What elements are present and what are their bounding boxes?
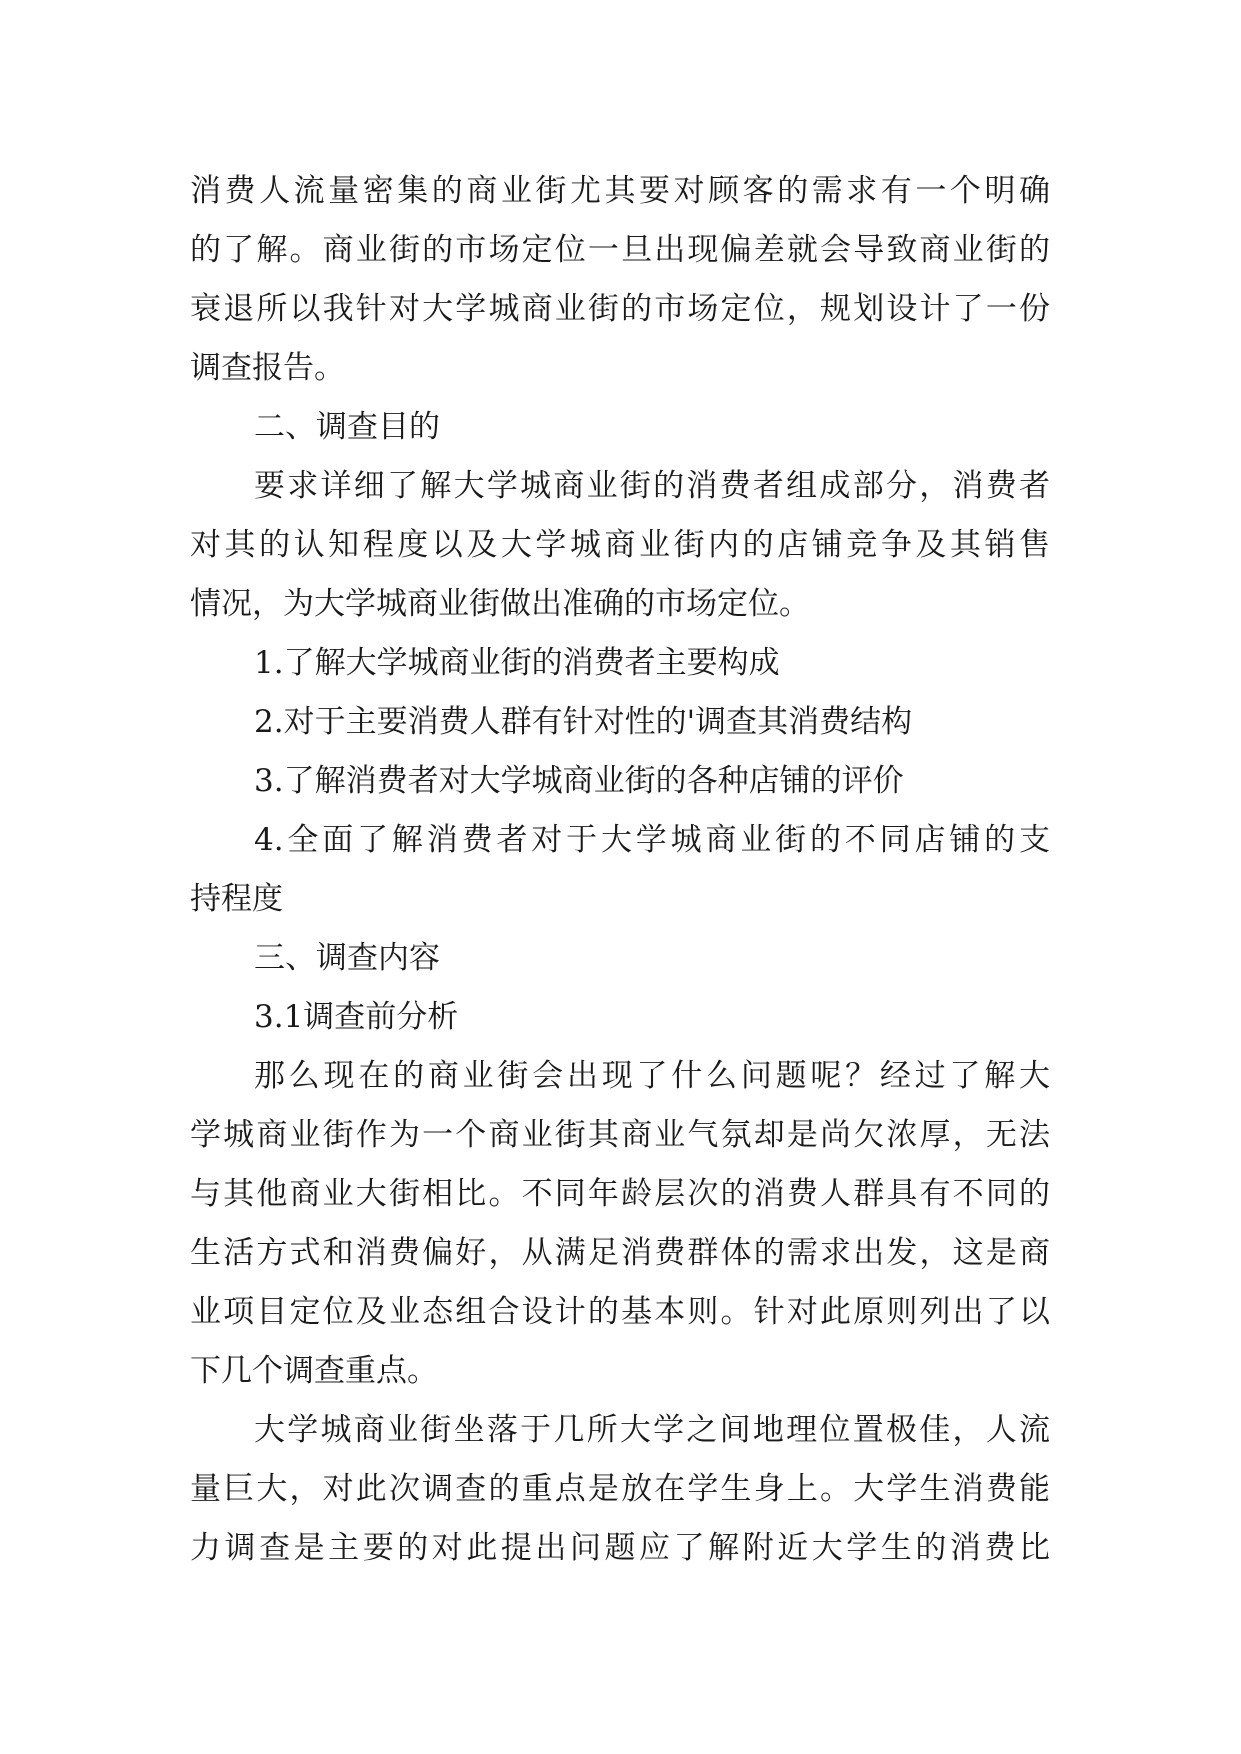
text-line: 调查报告。 [190,350,345,386]
text-line: 下几个调查重点。 [190,1353,438,1389]
text-line: 业项目定位及业态组合设计的基本则。针对此原则列出了以 [190,1294,1050,1330]
text-line: 量巨大，对此次调查的重点是放在学生身上。大学生消费能 [190,1471,1050,1507]
list-item: 4.全面了解消费者对于大学城商业街的不同店铺的支 [254,822,1050,858]
text-line: 那么现在的商业街会出现了什么问题呢？经过了解大 [254,1058,1050,1094]
text-line: 情况，为大学城商业街做出准确的市场定位。 [190,586,810,622]
subsection-heading: 3.1调查前分析 [254,999,459,1035]
text-line: 持程度 [190,881,283,917]
text-line: 消费人流量密集的商业街尤其要对顾客的需求有一个明确 [190,173,1050,209]
section-heading: 三、调查内容 [254,940,440,976]
text-line: 与其他商业大街相比。不同年龄层次的消费人群具有不同的 [190,1176,1050,1212]
text-line: 生活方式和消费偏好，从满足消费群体的需求出发，这是商 [190,1235,1050,1271]
text-line: 对其的认知程度以及大学城商业街内的店铺竞争及其销售 [190,527,1050,563]
text-line: 学城商业街作为一个商业街其商业气氛却是尚欠浓厚，无法 [190,1117,1050,1153]
list-item: 3.了解消费者对大学城商业街的各种店铺的评价 [254,763,904,799]
section-heading: 二、调查目的 [254,409,440,445]
text-line: 大学城商业街坐落于几所大学之间地理位置极佳，人流 [254,1412,1050,1448]
text-line: 的了解。商业街的市场定位一旦出现偏差就会导致商业街的 [190,232,1050,268]
text-line: 衰退所以我针对大学城商业街的市场定位，规划设计了一份 [190,291,1050,327]
text-line: 力调查是主要的对此提出问题应了解附近大学生的消费比 [190,1530,1050,1566]
list-item: 2.对于主要消费人群有针对性的'调查其消费结构 [254,704,913,740]
list-item: 1.了解大学城商业街的消费者主要构成 [254,645,780,681]
text-line: 要求详细了解大学城商业街的消费者组成部分，消费者 [254,468,1050,504]
document-page [190,162,1050,1578]
